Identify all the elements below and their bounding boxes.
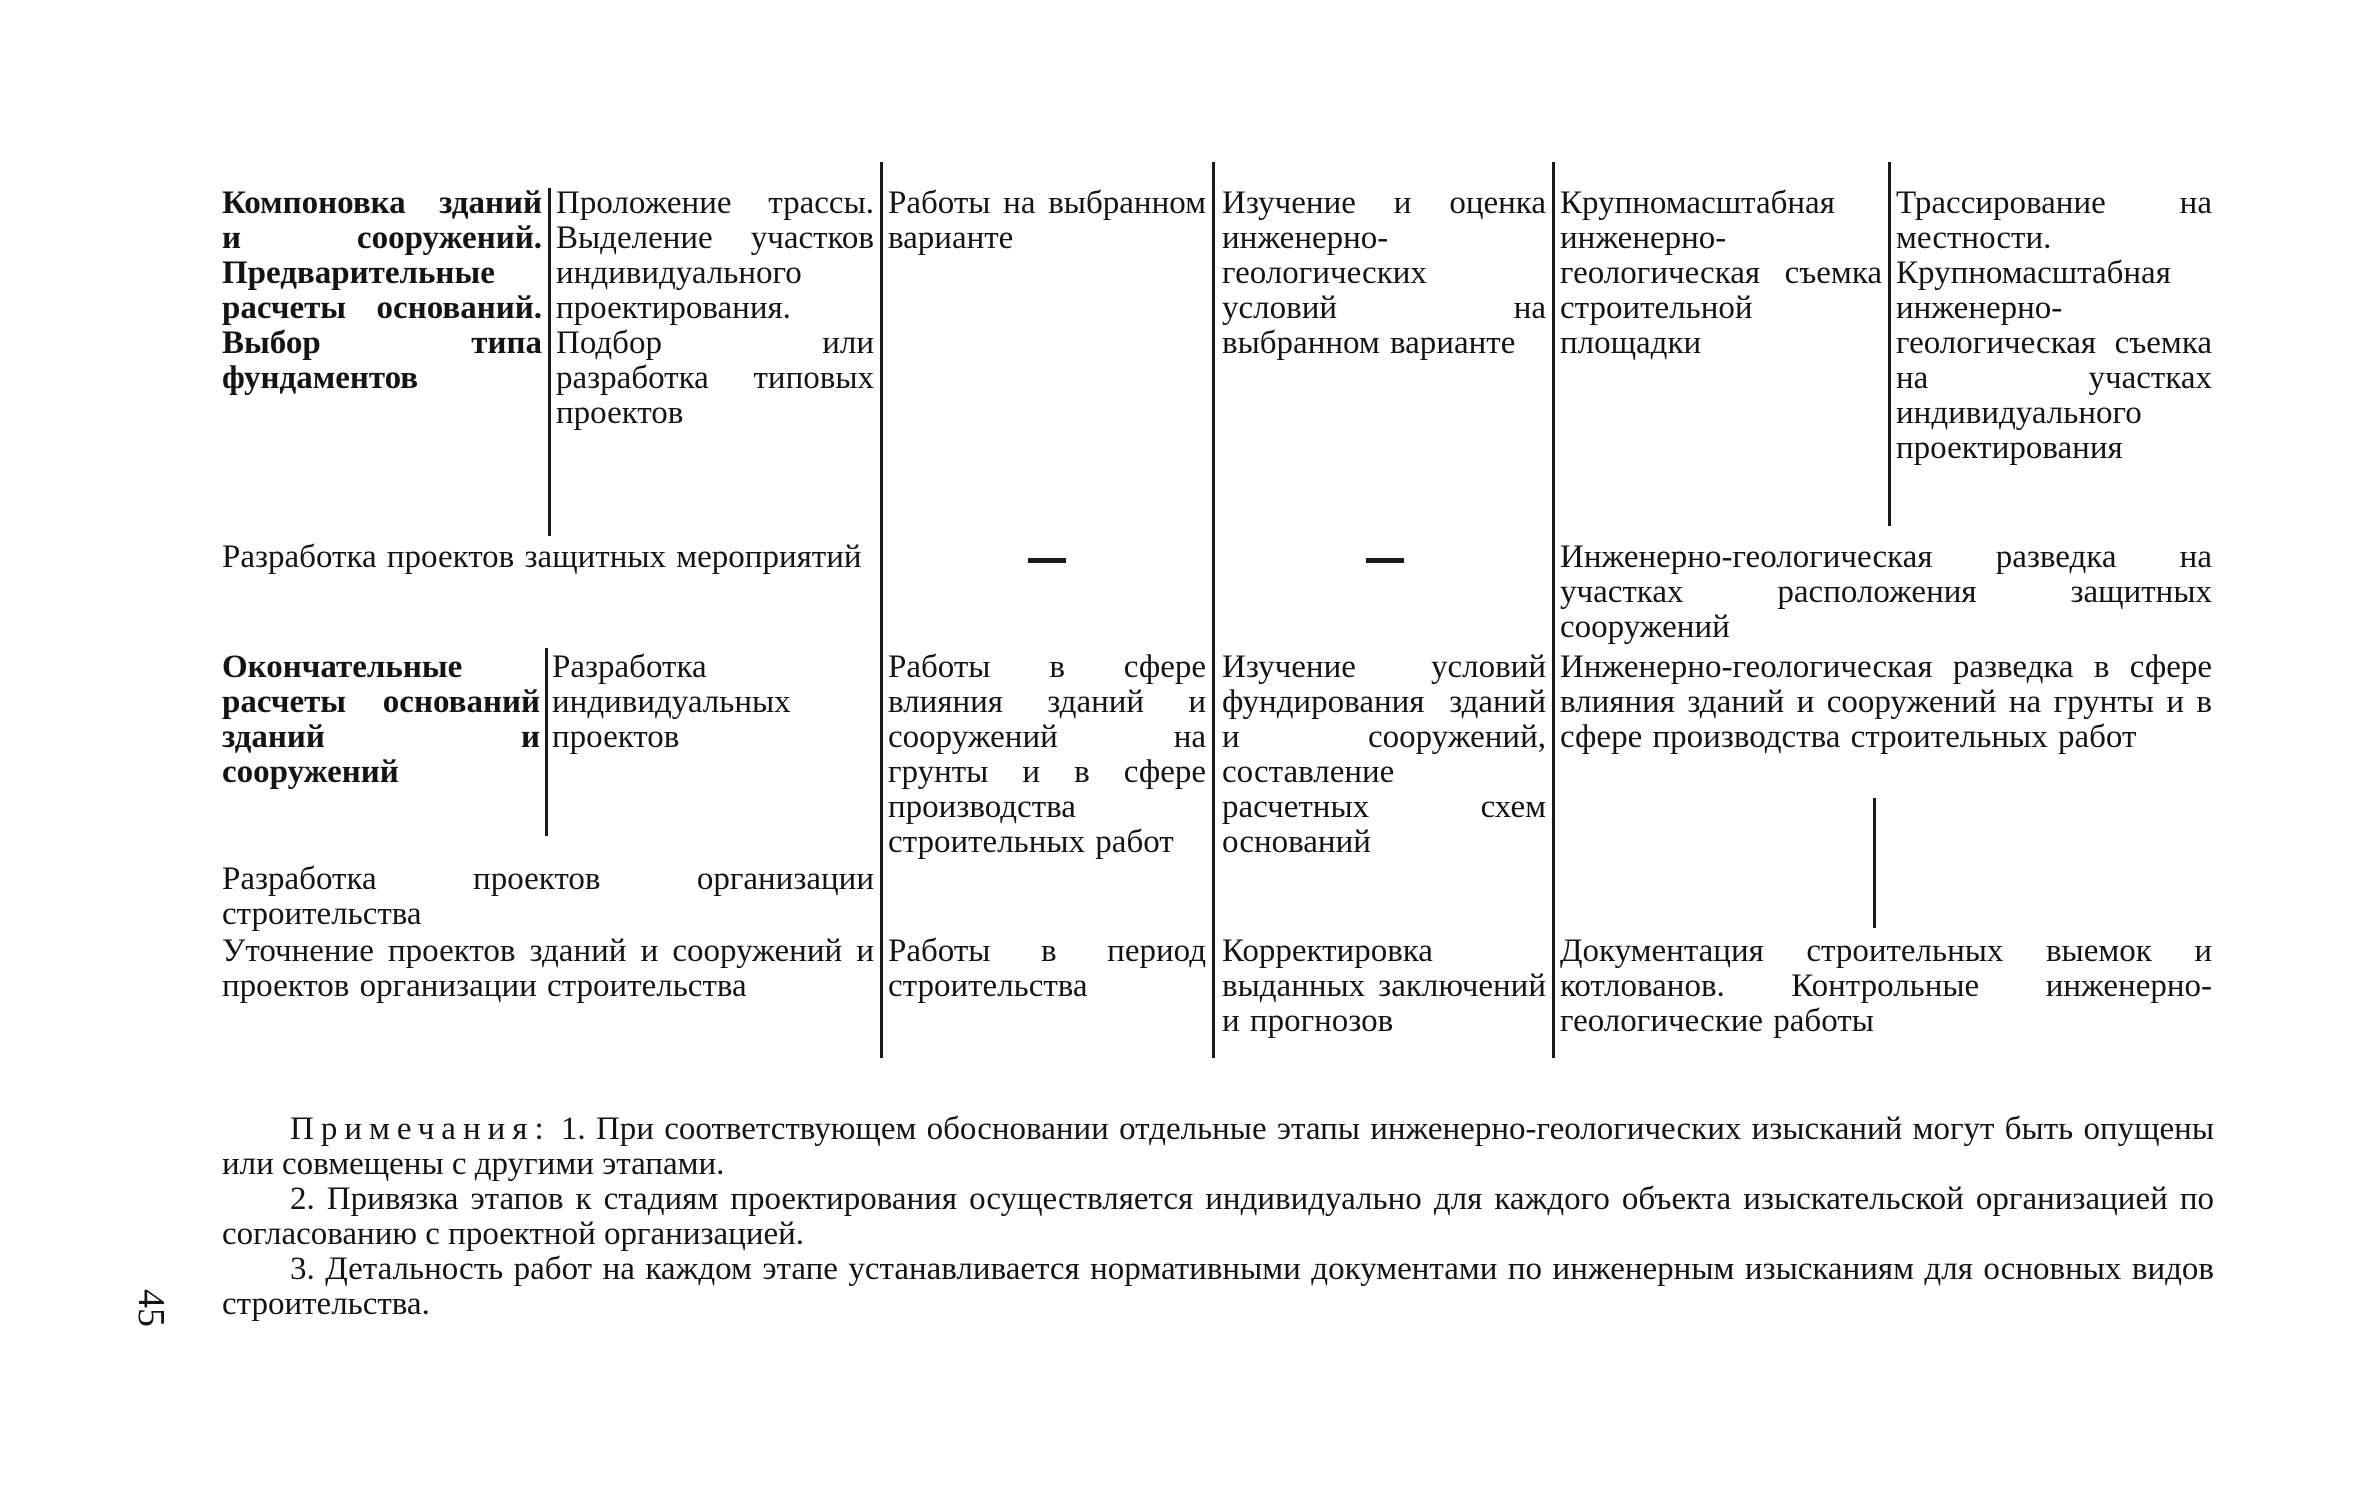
- row3-col1: Окончательные расчеты оснований зданий и сооружений: [222, 649, 540, 790]
- row3-col5-6: Инженерно-геологическая разведка в сфере влияния зданий и сооружений на грунты и в сфере производства строительных работ: [1560, 649, 2212, 755]
- column-divider-5: [1888, 162, 1891, 526]
- column-divider-2: [880, 162, 883, 1058]
- row1-col6: Трассирование на местности. Крупномасштабная инженерно-геологическая съемка на участках индивидуального проектирования: [1896, 185, 2212, 466]
- note-1: [222, 1112, 2214, 1182]
- row5-col4: Корректировка выданных заключений и прогнозов: [1222, 933, 1546, 1039]
- row1-col5: Крупномасштабная инженерно-геологическая съемка строительной площадки: [1560, 185, 1882, 361]
- row2-col1-2: Разработка проектов защитных мероприятий: [222, 539, 862, 575]
- notes-label: Примечания:: [290, 1111, 551, 1147]
- row1-col4: Изучение и оценка инженерно-геологических условий на выбранном варианте: [1222, 185, 1546, 361]
- column-divider-1: [548, 188, 551, 536]
- column-divider-5b: [1873, 798, 1876, 928]
- row3-col2: Разработка индивидуальных проектов: [552, 649, 791, 755]
- row5-col1-2: Уточнение проектов зданий и сооружений и проектов организации строительства: [222, 933, 874, 1004]
- note-2: 2. Привязка этапов к стадиям проектирования осуществляется индивидуально для каждого объекта изыскательской организацией по согласованию с проектной организацией.: [222, 1181, 2214, 1252]
- row1-col3: Работы на выбранном варианте: [888, 185, 1206, 256]
- row1-col2: Проложение трассы. Выделение участков индивидуального проектирования. Подбор или разработка типовых проектов: [556, 185, 874, 431]
- column-divider-1b: [545, 648, 548, 836]
- row2-col4-dash: [1366, 558, 1404, 563]
- note-3: 3. Детальность работ на каждом этапе устанавливается нормативными документами по инженерным изысканиям для основных видов строительства.: [222, 1251, 2214, 1322]
- column-divider-4: [1552, 162, 1555, 1058]
- row4-col1-2: Разработка проектов организации строительства: [222, 861, 874, 932]
- row3-col4: Изучение условий фундирования зданий и сооружений, составление расчетных схем оснований: [1222, 649, 1546, 860]
- column-divider-3: [1212, 162, 1215, 1058]
- row2-col3-dash: [1028, 558, 1066, 563]
- row2-col5-6: Инженерно-геологическая разведка на участках расположения защитных сооружений: [1560, 539, 2212, 645]
- row1-col1: Компоновка зданий и сооружений. Предварительные расчеты оснований. Выбор типа фундаментов: [222, 185, 542, 396]
- row3-col3: Работы в сфере влияния зданий и сооружений на грунты и в сфере производства строительных работ: [888, 649, 1206, 860]
- note-1-text: 1. При соответствующем обосновании отдельные этапы инженерно-геологических изысканий могут быть опущены или совмещены с другими этапами.: [222, 1111, 2215, 1182]
- page-number: 45: [130, 1289, 172, 1327]
- row5-col5-6: Документация строительных выемок и котлованов. Контрольные инженерно-геологические работы: [1560, 933, 2212, 1039]
- row5-col3: Работы в период строительства: [888, 933, 1206, 1004]
